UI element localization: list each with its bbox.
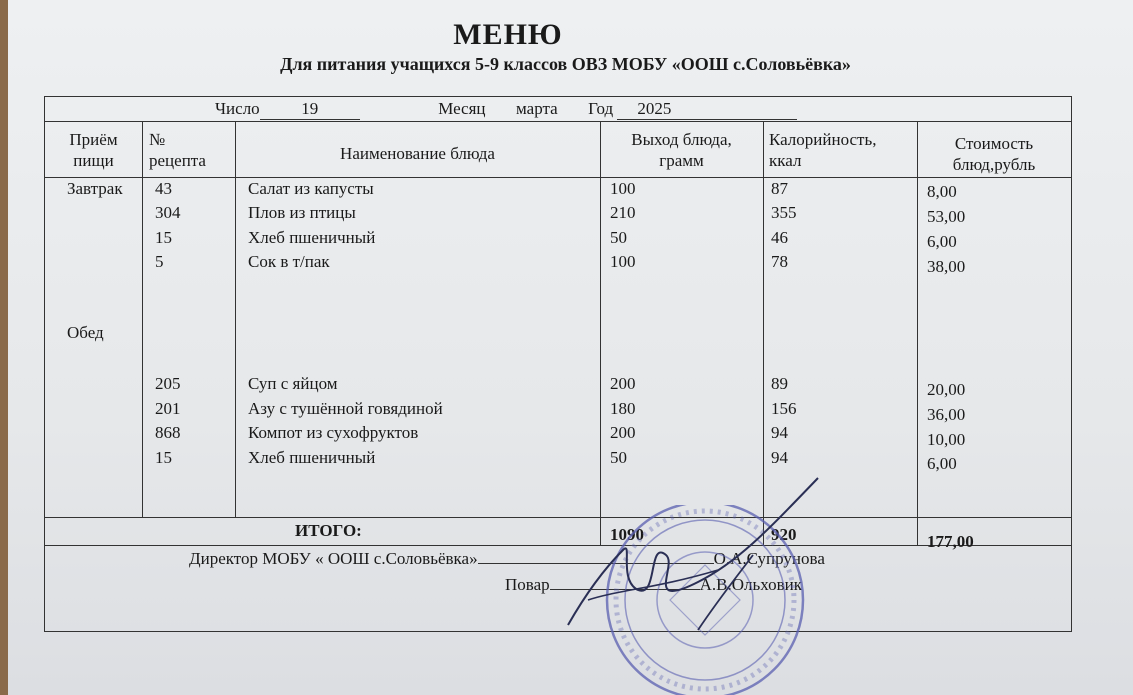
director-name: О.А.Супрунова	[713, 549, 825, 568]
recipe-cell: 43	[155, 179, 172, 198]
col-divider-5	[917, 121, 918, 545]
col-header-recipe-line1: №	[149, 130, 166, 149]
dish-cell: Хлеб пшеничный	[248, 448, 376, 467]
cost-cell: 36,00	[927, 405, 966, 424]
dish-cell: Салат из капусты	[248, 179, 374, 198]
cost-cell: 38,00	[927, 257, 966, 276]
handwritten-signature	[548, 470, 838, 635]
page-title: МЕНЮ	[453, 18, 563, 51]
yield-cell: 100	[610, 252, 636, 271]
col-header-cost-line2: блюд,рубль	[952, 155, 1036, 174]
cook-label: Повар	[505, 575, 550, 594]
col-header-yield	[600, 129, 763, 171]
recipe-cell: 205	[155, 374, 181, 393]
col-header-meal-line1: Приём	[69, 130, 118, 149]
recipe-cell: 201	[155, 399, 181, 418]
dish-cell: Суп с яйцом	[248, 374, 338, 393]
yield-cell: 200	[610, 374, 636, 393]
yield-cell: 200	[610, 423, 636, 442]
col-header-cost-line1: Стоимость	[954, 134, 1034, 153]
col-divider-1	[142, 121, 143, 517]
col-header-yield-line1: Выход блюда,	[631, 130, 732, 149]
cost-cell: 6,00	[927, 232, 957, 251]
yield-cell: 210	[610, 203, 636, 222]
total-label: ИТОГО:	[295, 521, 362, 540]
cost-cell: 10,00	[927, 430, 966, 449]
cost-cell: 20,00	[927, 380, 966, 399]
kcal-cell: 355	[771, 203, 797, 222]
col-header-recipe-line2: рецепта	[149, 151, 206, 170]
dish-cell: Плов из птицы	[248, 203, 356, 222]
col-header-calories	[769, 129, 877, 171]
kcal-cell: 78	[771, 252, 788, 271]
dish-cell: Азу с тушённой говядиной	[248, 399, 443, 418]
yield-cell: 50	[610, 228, 627, 247]
meal-label-breakfast: Завтрак	[67, 179, 123, 198]
dish-cell: Компот из сухофруктов	[248, 423, 419, 442]
meal-label-lunch: Обед	[67, 323, 104, 342]
col-divider-2	[235, 121, 236, 517]
day-value: 19	[260, 99, 360, 120]
cost-cell: 53,00	[927, 207, 966, 226]
kcal-cell: 89	[771, 374, 788, 393]
director-label: Директор МОБУ « ООШ с.Соловьёвка»	[189, 549, 478, 568]
kcal-cell: 87	[771, 179, 788, 198]
kcal-cell: 46	[771, 228, 788, 247]
date-line	[215, 99, 797, 120]
col-header-cost	[917, 133, 1071, 175]
recipe-cell: 304	[155, 203, 181, 222]
recipe-cell: 15	[155, 228, 172, 247]
year-value	[617, 99, 797, 120]
kcal-cell: 94	[771, 423, 788, 442]
cook-name: А.В.Ольховик	[699, 575, 802, 594]
cost-cell: 8,00	[927, 182, 957, 201]
col-header-calories-line1: Калорийность,	[769, 130, 877, 149]
total-kcal: 920	[771, 525, 797, 544]
year-value-text: 2025	[637, 99, 672, 118]
year-label: Год	[588, 99, 614, 118]
total-cost: 177,00	[927, 532, 974, 551]
day-label: Число	[215, 99, 260, 118]
dish-cell: Хлеб пшеничный	[248, 228, 376, 247]
col-header-meal-line2: пищи	[73, 151, 114, 170]
col-header-calories-line2: ккал	[769, 151, 802, 170]
col-header-dish: Наименование блюда	[340, 144, 495, 163]
recipe-cell: 5	[155, 252, 164, 271]
dish-cell: Сок в т/пак	[248, 252, 330, 271]
month-value: марта	[516, 99, 558, 118]
col-header-meal	[45, 129, 142, 171]
kcal-cell: 94	[771, 448, 788, 467]
total-yield: 1090	[610, 525, 644, 544]
recipe-cell: 868	[155, 423, 181, 442]
month-label: Месяц	[438, 99, 486, 118]
cost-cell: 6,00	[927, 454, 957, 473]
page-subtitle: Для питания учащихся 5-9 классов ОВЗ МОБУ «ООШ с.Соловьёвка»	[280, 54, 851, 74]
col-header-yield-line2: грамм	[659, 151, 704, 170]
kcal-cell: 156	[771, 399, 797, 418]
yield-cell: 180	[610, 399, 636, 418]
recipe-cell: 15	[155, 448, 172, 467]
menu-sheet	[8, 0, 1133, 695]
yield-cell: 100	[610, 179, 636, 198]
yield-cell: 50	[610, 448, 627, 467]
col-header-recipe	[149, 129, 206, 171]
